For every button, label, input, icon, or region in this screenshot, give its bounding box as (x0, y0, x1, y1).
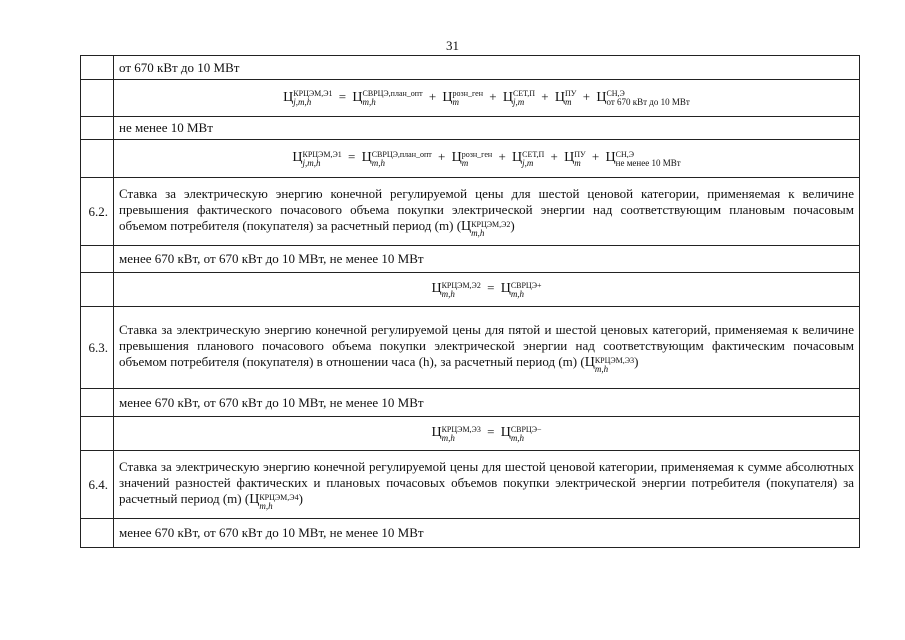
formula-symbol: Ц (442, 89, 453, 105)
table-row (81, 178, 860, 246)
range-label: от 670 кВт до 10 МВт (114, 56, 860, 80)
formula-superscript: СН,Э (615, 149, 635, 159)
formula-subscript: m (565, 97, 572, 107)
range-label: менее 670 кВт, от 670 кВт до 10 МВт, не менее 10 МВт (114, 246, 860, 273)
plus-sign: + (438, 149, 446, 165)
row-number-cell (81, 389, 114, 417)
formula-symbol: Ц (292, 150, 303, 166)
closing-paren: ) (634, 353, 639, 369)
formula-symbol: Ц (500, 425, 511, 441)
section-number: 6.4. (81, 451, 114, 519)
formula-superscript: розн_ген (452, 89, 483, 98)
section-text: Ставка за электрическую энергию конечной регулируемой цены для шестой ценовой категории, применяемая к величине превышения фактического почасового объема покупки электрической энергии над соответствующим плановым почасовым объемом потребителя (покупателя) за расчетный период (m) ( (119, 185, 854, 233)
table-row (81, 246, 860, 273)
formula-symbol: Ц (283, 89, 294, 105)
formula-symbol: Ц (461, 218, 472, 234)
table-row (81, 417, 860, 451)
plus-sign: + (550, 149, 558, 165)
row-number-cell (81, 117, 114, 140)
formula-symbol: Ц (431, 425, 442, 441)
section-text: Ставка за электрическую энергию конечной регулируемой цены для шестой ценовой категории, применяемая к сумме абсолютных значений разностей фактических и плановых почасовых объемов покупки электрической энергии потребителя (покупателя) за расчетный период (m) ( (119, 458, 854, 506)
page-number: 31 (446, 38, 459, 53)
formula-superscript: СН,Э (606, 89, 625, 98)
row-number-cell (81, 519, 114, 548)
table-row (81, 117, 860, 140)
formula-superscript: КРЦЭМ,Э1 (293, 89, 333, 98)
formula-symbol: Ц (249, 491, 260, 507)
formula-symbol: Ц (431, 281, 442, 297)
row-number-cell (81, 56, 114, 80)
formula-superscript: КРЦЭМ,Э2 (441, 280, 481, 290)
table-row (81, 451, 860, 519)
formula-symbol: Ц (605, 150, 616, 166)
formula-superscript: КРЦЭМ,Э3 (441, 424, 481, 434)
formula-superscript: СВРЦЭ+ (510, 280, 542, 290)
formula-subscript: m,h (362, 97, 376, 107)
formula-superscript: ПУ (574, 149, 586, 159)
formula-superscript: КРЦЭМ,Э3 (594, 355, 635, 365)
formula-superscript: СЕТ,П (512, 89, 536, 98)
formula-subscript: m,h (441, 288, 455, 299)
formula-subscript: m (574, 157, 581, 168)
section-number: 6.3. (81, 307, 114, 389)
table-row (81, 519, 860, 548)
formula-superscript: СВРЦЭ,план_опт (362, 89, 423, 98)
formula-subscript: m,h (371, 157, 385, 168)
section-text: Ставка за электрическую энергию конечной регулируемой цены для пятой и шестой ценовых категорий, применяемая к величине превышения планового почасового объема покупки электрической энергии над соответствующим фактическим почасовым объемом потребителя (покупателя) в отношении часа (h), за расчетный период (m) ( (119, 321, 854, 369)
plus-sign: + (541, 88, 549, 104)
table-row (81, 140, 860, 178)
formula-subscript: m,h (510, 288, 525, 299)
formula-subscript: m,h (594, 363, 609, 374)
row-number-cell (81, 273, 114, 307)
section-description (114, 307, 860, 389)
formula-superscript: КРЦЭМ,Э1 (302, 149, 342, 159)
formula-subscript: m,h (259, 500, 273, 511)
formula-subscript: j,m,h (293, 97, 312, 107)
formula-superscript: СВРЦЭ,план_опт (371, 149, 432, 159)
formula (431, 424, 542, 443)
formula-subscript: j,m,h (302, 157, 321, 168)
closing-paren: ) (510, 217, 515, 233)
table-row (81, 273, 860, 307)
formula-subscript: m (452, 97, 460, 107)
formula-subscript: j,m (522, 157, 534, 168)
formula-symbol: Ц (502, 89, 513, 105)
table-row (81, 307, 860, 389)
section-number: 6.2. (81, 178, 114, 246)
equals-sign: = (487, 280, 495, 296)
section-description (114, 451, 860, 519)
range-label: менее 670 кВт, от 670 кВт до 10 МВт, не менее 10 МВт (114, 389, 860, 417)
row-number-cell (81, 417, 114, 451)
formula-symbol: Ц (584, 354, 595, 370)
table-row (81, 389, 860, 417)
row-number-cell (81, 140, 114, 178)
table-row (81, 80, 860, 117)
formula (283, 88, 690, 107)
row-number-cell (81, 246, 114, 273)
range-label: менее 670 кВт, от 670 кВт до 10 МВт, не менее 10 МВт (114, 519, 860, 548)
formula-symbol: Ц (596, 89, 607, 105)
formula-superscript: СЕТ,П (522, 149, 545, 159)
formula-symbol: Ц (512, 150, 523, 166)
formula-superscript: КРЦЭМ,Э4 (259, 492, 299, 502)
plus-sign: + (428, 88, 437, 104)
formula-subscript: m,h (441, 432, 455, 443)
formula-symbol: Ц (352, 89, 363, 105)
formula-symbol: Ц (361, 150, 372, 166)
tariff-table (80, 55, 860, 548)
formula-cell (114, 273, 860, 307)
formula-subscript: m,h (471, 227, 485, 238)
formula-symbol: Ц (500, 281, 511, 297)
plus-sign: + (498, 149, 506, 165)
plus-sign: + (591, 149, 600, 165)
formula-subscript: m (461, 157, 469, 168)
equals-sign: = (338, 88, 347, 104)
equals-sign: = (347, 149, 356, 165)
formula-superscript: розн_ген (461, 149, 493, 159)
formula-subscript: не менее 10 МВт (615, 157, 681, 168)
formula (431, 280, 542, 299)
formula-superscript: СВРЦЭ− (510, 424, 542, 434)
formula (292, 149, 681, 168)
plus-sign: + (582, 88, 591, 104)
formula-symbol: Ц (554, 89, 566, 105)
formula-subscript: j,m (512, 97, 525, 107)
plus-sign: + (489, 88, 497, 104)
formula-symbol: Ц (564, 150, 575, 166)
formula-cell (114, 140, 860, 178)
formula-superscript: КРЦЭМ,Э2 (471, 219, 511, 229)
row-number-cell (81, 80, 114, 117)
formula-cell (114, 417, 860, 451)
closing-paren: ) (298, 490, 303, 506)
formula-symbol: Ц (451, 150, 462, 166)
formula-subscript: m,h (510, 432, 525, 443)
section-description (114, 178, 860, 246)
formula-subscript: от 670 кВт до 10 МВт (606, 97, 690, 107)
range-label: не менее 10 МВт (114, 117, 860, 140)
table-row (81, 56, 860, 80)
equals-sign: = (487, 424, 495, 440)
formula-cell (114, 80, 860, 117)
formula-superscript: ПУ (565, 89, 577, 98)
